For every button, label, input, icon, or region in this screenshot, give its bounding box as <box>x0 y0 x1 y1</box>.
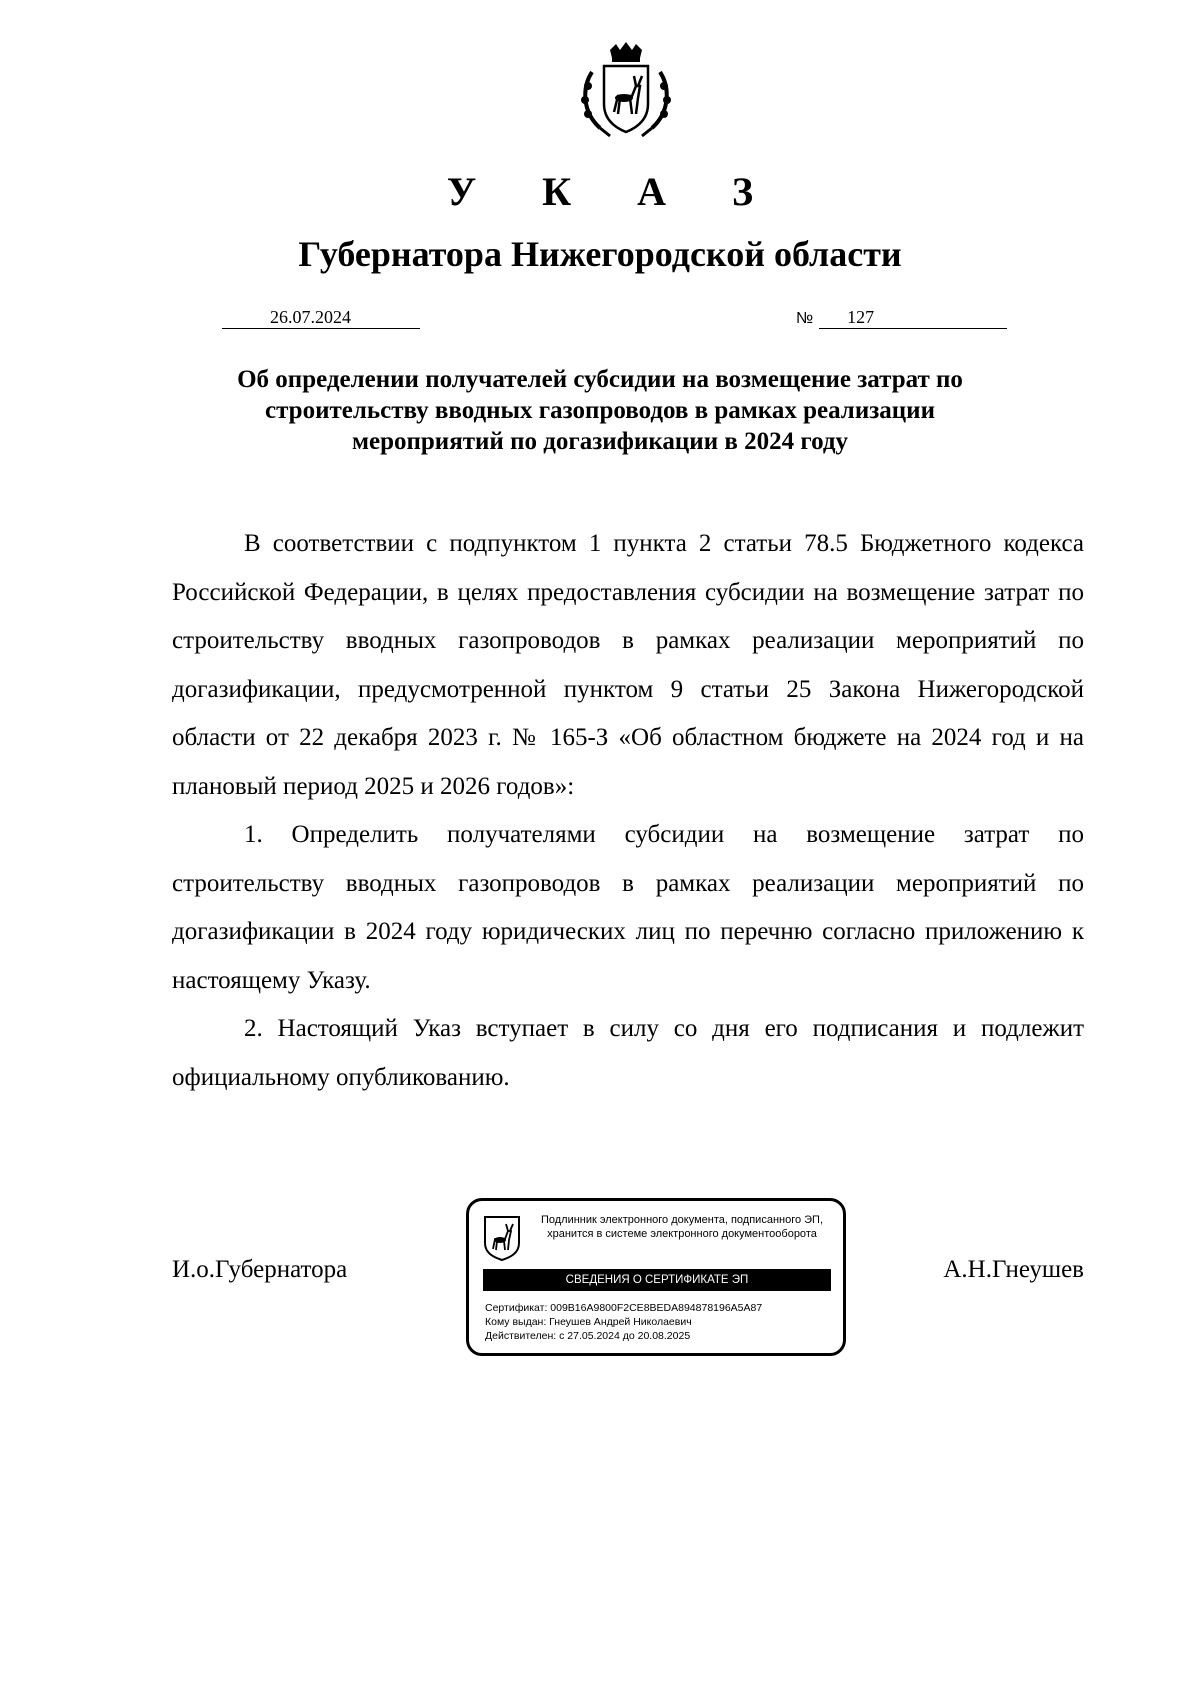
stamp-line-1: Подлинник электронного документа, подписанного ЭП, <box>540 1214 824 1226</box>
certificate-details <box>485 1301 762 1343</box>
deer-emblem-icon <box>483 1215 521 1261</box>
document-title: Об определении получателей субсидии на возмещение затрат по строительству вводных газопроводов в рамках реализации мероприятий по догазификации в 2024 году <box>237 366 963 455</box>
stamp-line-2: хранится в системе электронного документооборота <box>547 1228 817 1240</box>
document-number-field <box>796 306 1016 330</box>
electronic-signature-stamp <box>466 1198 846 1356</box>
document-number: 127 <box>819 306 1007 329</box>
signer-position: И.о.Губернатора <box>172 1256 348 1283</box>
certificate-banner: СВЕДЕНИЯ О СЕРТИФИКАТЕ ЭП <box>483 1269 831 1291</box>
document-type: У К А З <box>446 169 782 214</box>
certificate-holder: Кому выдан: Гнеушев Андрей Николаевич <box>485 1316 692 1328</box>
clause-1-paragraph: 1. Определить получателями субсидии на возмещение затрат по строительству вводных газопроводов в рамках реализации мероприятий по догазификации в 2024 году юридических лиц по перечню согласно приложению к настоящему Указу. <box>172 821 1084 994</box>
document-body <box>172 520 1084 1102</box>
stamp-header <box>529 1213 835 1241</box>
certificate-validity: Действителен: с 27.05.2024 до 20.08.2025 <box>485 1330 691 1342</box>
coat-of-arms-icon <box>570 42 682 142</box>
document-date: 26.07.2024 <box>222 306 420 329</box>
issuer-title: Губернатора Нижегородской области <box>298 234 902 274</box>
clause-2-paragraph: 2. Настоящий Указ вступает в силу со дня его подписания и подлежит официальному опубликованию. <box>172 1015 1084 1091</box>
number-sign: № <box>796 310 814 327</box>
preamble-paragraph: В соответствии с подпунктом 1 пункта 2 статьи 78.5 Бюджетного кодекса Российской Федерации, в целях предоставления субсидии на возмещение затрат по строительству вводных газопроводов в рамках реализации мероприятий по догазификации, предусмотренной пунктом 9 статьи 25 Закона Нижегородской области от 22 декабря 2023 г. № 165-З «Об областном бюджете на 2024 год и на плановый период 2025 и 2026 годов»: <box>172 530 1084 800</box>
certificate-number: Сертификат: 009B16A9800F2CE8BEDA894878196A5A87 <box>485 1302 763 1314</box>
signer-name: А.Н.Гнеушев <box>943 1256 1084 1283</box>
